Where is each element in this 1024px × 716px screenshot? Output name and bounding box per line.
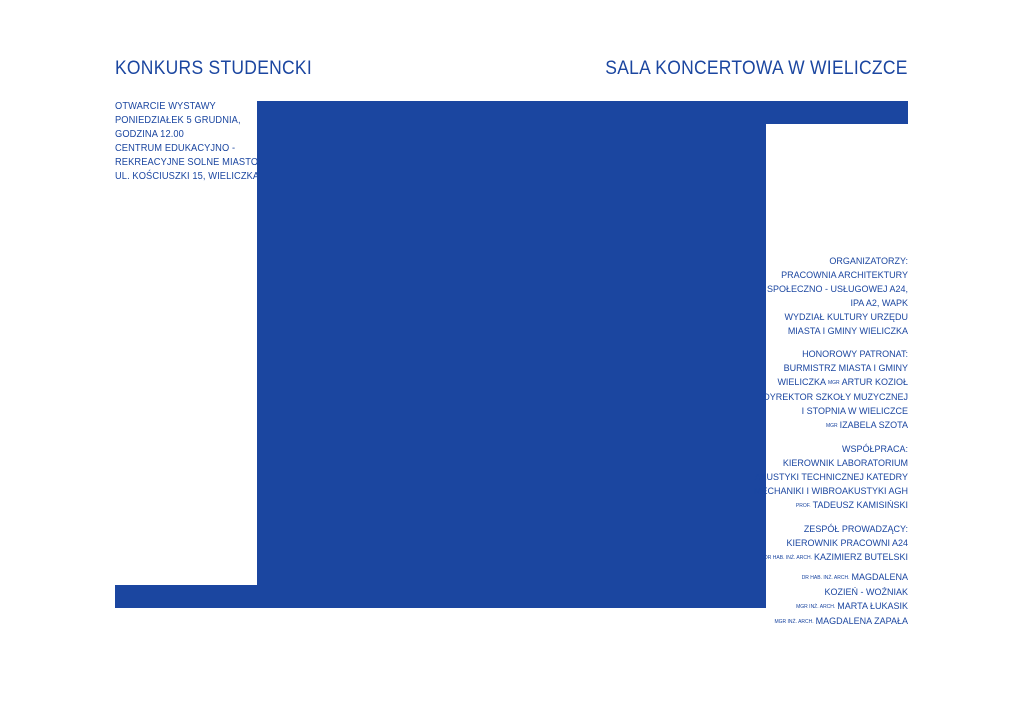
team-line: KIEROWNIK PRACOWNI A24 <box>786 538 908 548</box>
person-name: ARTUR KOZIOŁ <box>841 377 908 387</box>
cooperation-line: MECHANIKI I WIBROAKUSTYKI AGH <box>753 486 908 496</box>
cooperation-heading: WSPÓŁPRACA: <box>841 444 908 454</box>
person-name-continued: KOZIEŃ - WOŹNIAK <box>824 587 908 597</box>
title-abbreviation: MGR INŻ. ARCH. <box>774 619 814 625</box>
cooperation-line: AKUSTYKI TECHNICZNEJ KATEDRY <box>754 472 908 482</box>
team-heading: ZESPÓŁ PROWADZĄCY: <box>803 524 908 534</box>
competition-title: KONKURS STUDENCKI <box>115 58 313 79</box>
organizer-line: IPA A2, WAPK <box>850 298 908 308</box>
person-name: MAGDALENA ZAPAŁA <box>815 616 908 626</box>
person-name: MARTA ŁUKASIK <box>837 601 908 611</box>
blue-panel-bottom-left <box>115 585 257 608</box>
title-abbreviation: MGR <box>825 423 838 429</box>
team-person <box>754 550 908 565</box>
team-person <box>754 570 908 585</box>
patronage-line-main: WIELICZKA <box>777 377 826 387</box>
person-name: TADEUSZ KAMISIŃSKI <box>812 500 908 510</box>
organizers-heading: ORGANIZATORZY: <box>829 256 908 266</box>
title-abbreviation: PROF. <box>795 503 811 509</box>
person-name: IZABELA SZOTA <box>839 420 908 430</box>
title-abbreviation: DR HAB. INŻ. ARCH. <box>764 555 812 561</box>
title-abbreviation: DR HAB. INŻ. ARCH. <box>801 575 850 581</box>
project-title: SALA KONCERTOWA W WIELICZCE <box>605 58 908 79</box>
patronage-heading: HONOROWY PATRONAT: <box>802 349 908 359</box>
patronage-line: DYREKTOR SZKOŁY MUZYCZNEJ <box>763 392 908 402</box>
patronage-line: I STOPNIA W WIELICZCE <box>801 406 908 416</box>
exhibition-line: REKREACYJNE SOLNE MIASTO <box>115 157 259 168</box>
exhibition-line: UL. KOŚCIUSZKI 15, WIELICZKA <box>115 171 260 182</box>
exhibition-info <box>115 100 270 184</box>
exhibition-line: GODZINA 12.00 <box>115 129 184 140</box>
team-person <box>754 599 908 614</box>
team-person <box>754 614 908 629</box>
organizer-line: PRACOWNIA ARCHITEKTURY <box>781 270 908 280</box>
organizer-line: MIASTA I GMINY WIELICZKA <box>787 326 908 336</box>
organizer-line: WYDZIAŁ KULTURY URZĘDU <box>784 312 908 322</box>
person-name: KAZIMIERZ BUTELSKI <box>813 552 908 562</box>
patronage-person <box>754 418 908 433</box>
credits-column <box>754 254 908 629</box>
exhibition-line: OTWARCIE WYSTAWY <box>115 101 216 112</box>
patronage-line: BURMISTRZ MIASTA I GMINY <box>783 363 908 373</box>
blue-panel-top-right <box>766 101 908 124</box>
person-name: MAGDALENA <box>851 572 908 582</box>
organizer-line: SPOŁECZNO - USŁUGOWEJ A24, <box>766 284 908 294</box>
title-abbreviation: MGR INŻ. ARCH. <box>796 604 836 610</box>
title-abbreviation: MGR <box>827 380 840 386</box>
patronage-line <box>754 375 908 390</box>
blue-panel-main <box>257 101 766 608</box>
exhibition-line: PONIEDZIAŁEK 5 GRUDNIA, <box>115 115 241 126</box>
cooperation-person <box>754 498 908 513</box>
cooperation-line: KIEROWNIK LABORATORIUM <box>782 458 908 468</box>
exhibition-line: CENTRUM EDUKACYJNO - <box>115 143 236 154</box>
